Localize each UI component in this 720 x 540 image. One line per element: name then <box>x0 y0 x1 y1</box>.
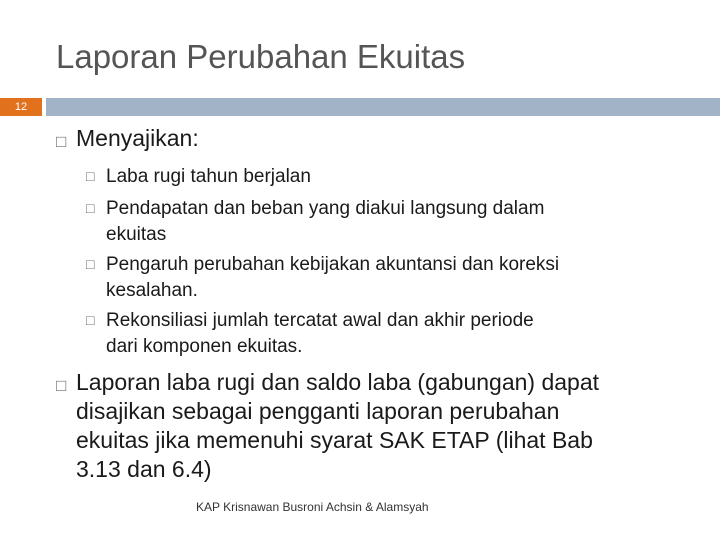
bullet-text-line: ekuitas jika memenuhi syarat SAK ETAP (lihat Bab <box>76 427 593 453</box>
bullet-text-line: disajikan sebagai pengganti laporan perubahan <box>76 398 560 424</box>
sub-bullet-text: Pendapatan dan beban yang diakui langsung dalam <box>106 198 545 219</box>
sub-bullet-text-continued: kesalahan. <box>106 280 198 301</box>
bullet-text-line: Laporan laba rugi dan saldo laba (gabungan) dapat <box>76 369 600 395</box>
bullet-square-icon: □ <box>56 132 67 151</box>
bullet-square-icon: □ <box>86 312 95 328</box>
bullet-square-icon: □ <box>86 200 95 216</box>
sub-bullet-text: Rekonsiliasi jumlah tercatat awal dan akhir periode <box>106 310 534 331</box>
bullet-text: Menyajikan: <box>76 125 199 151</box>
slide-number: 12 <box>14 101 28 113</box>
bullet-square-icon: □ <box>86 168 95 184</box>
sub-bullet-text: Laba rugi tahun berjalan <box>106 166 311 187</box>
bullet-square-icon: □ <box>86 256 95 272</box>
sub-bullet-text-continued: dari komponen ekuitas. <box>106 336 303 357</box>
bullet-square-icon: □ <box>56 376 67 395</box>
sub-bullet-text-continued: ekuitas <box>106 224 167 245</box>
slide-title: Laporan Perubahan Ekuitas <box>56 38 466 75</box>
bullet-text-line: 3.13 dan 6.4) <box>76 456 212 482</box>
slide-footer: KAP Krisnawan Busroni Achsin & Alamsyah <box>196 500 429 514</box>
sub-bullet-text: Pengaruh perubahan kebijakan akuntansi dan koreksi <box>106 254 560 275</box>
